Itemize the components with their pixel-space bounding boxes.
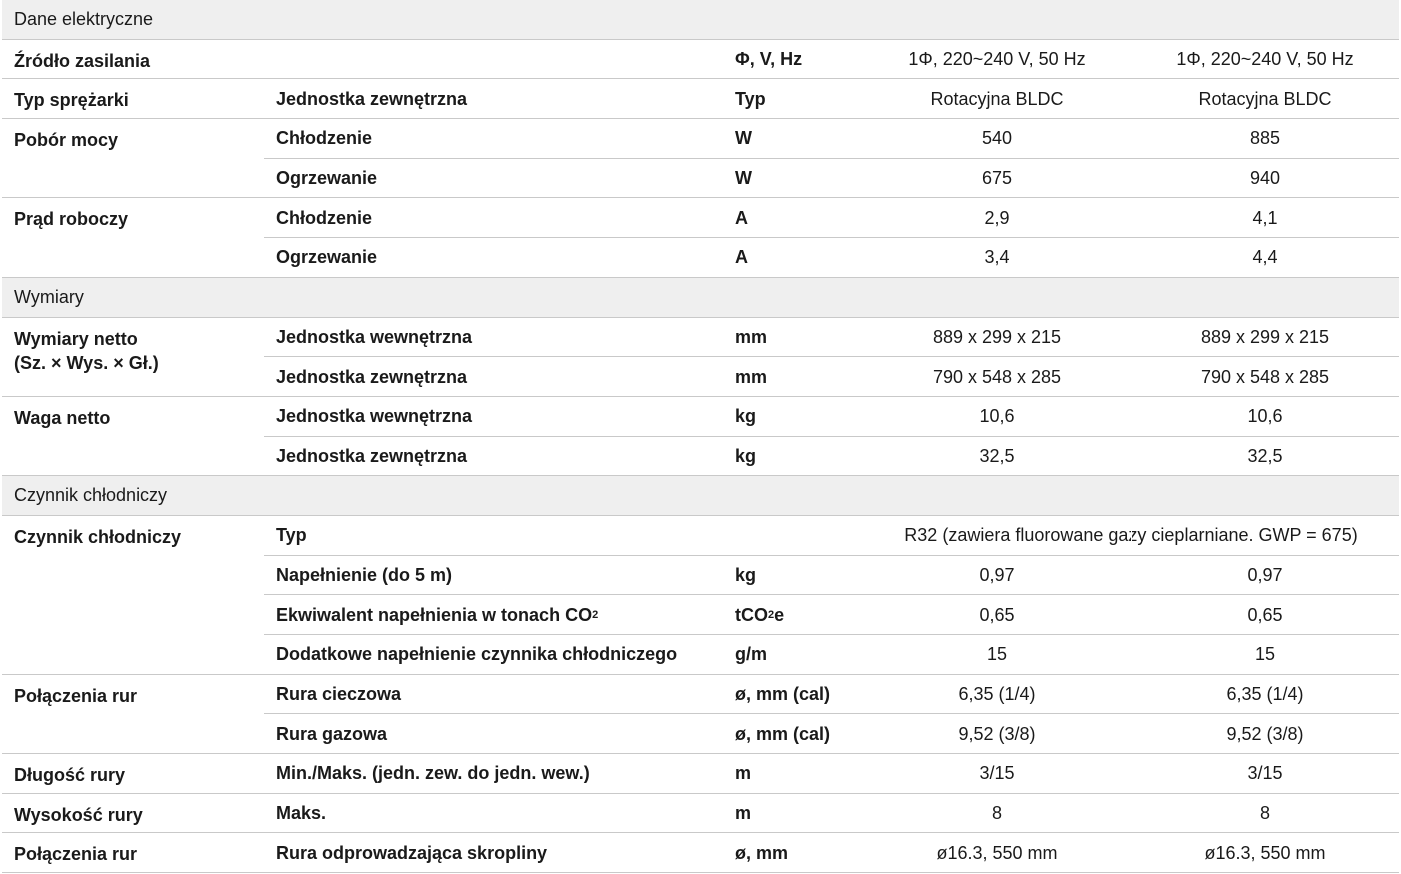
column-divider xyxy=(1131,79,1132,119)
value-model-2: 8 xyxy=(1259,803,1270,824)
row-unit xyxy=(721,159,863,199)
column-divider xyxy=(1131,794,1132,834)
unit-text: m xyxy=(735,763,752,784)
value-model-2: 0,65 xyxy=(1247,604,1283,625)
row-sublabel xyxy=(264,198,721,238)
value-model-2: 32,5 xyxy=(1247,445,1283,466)
row-unit xyxy=(721,318,863,358)
sublabel-text: Rura odprowadzająca skropliny xyxy=(276,842,548,863)
row-unit xyxy=(721,635,863,675)
column-divider xyxy=(1131,198,1132,238)
value-model-2: 15 xyxy=(1254,644,1276,665)
value-model-2: 10,6 xyxy=(1247,406,1283,427)
column-divider xyxy=(264,437,265,477)
value-model-2: 1Φ, 220~240 V, 50 Hz xyxy=(1176,49,1354,70)
section-title: Czynnik chłodniczy xyxy=(14,485,168,506)
column-divider xyxy=(721,119,722,159)
table-row xyxy=(2,595,1399,635)
value-model-2: 9,52 (3/8) xyxy=(1226,723,1304,744)
table-row xyxy=(2,714,1399,754)
column-divider xyxy=(863,238,864,278)
value-model-2: 6,35 (1/4) xyxy=(1226,684,1304,705)
row-label xyxy=(2,556,264,596)
column-divider xyxy=(264,357,265,397)
value-model-2: 0,97 xyxy=(1247,564,1283,585)
column-divider xyxy=(264,79,265,119)
column-divider xyxy=(721,198,722,238)
unit-text: ø, mm (cal) xyxy=(735,684,831,705)
column-divider xyxy=(1131,635,1132,675)
column-divider xyxy=(863,833,864,873)
value-model-2: 790 x 548 x 285 xyxy=(1200,366,1330,387)
row-unit xyxy=(721,675,863,715)
column-divider xyxy=(1131,318,1132,358)
row-label xyxy=(2,159,264,199)
row-sublabel xyxy=(264,40,721,80)
unit-text: Φ, V, Hz xyxy=(735,49,803,70)
column-divider xyxy=(1131,437,1132,477)
row-unit: tCO 2 e xyxy=(735,604,785,625)
column-divider xyxy=(721,556,722,596)
column-divider xyxy=(264,794,265,834)
column-divider xyxy=(1131,357,1132,397)
column-divider xyxy=(863,754,864,794)
column-divider xyxy=(863,198,864,238)
table-row xyxy=(2,318,1399,373)
unit-text: g/m xyxy=(735,644,768,665)
column-divider xyxy=(721,794,722,834)
column-divider xyxy=(721,437,722,477)
unit-text: tCO xyxy=(735,604,768,625)
row-label: Waga netto xyxy=(14,407,111,428)
column-divider xyxy=(863,357,864,397)
table-row xyxy=(2,119,1399,159)
column-divider xyxy=(721,516,722,556)
column-divider xyxy=(863,516,864,556)
column-divider xyxy=(1131,556,1132,596)
column-divider xyxy=(721,714,722,754)
row-sublabel: Ekwiwalent napełnienia w tonach CO 2 xyxy=(276,604,599,625)
value-model-1: ø16.3, 550 mm xyxy=(936,842,1058,863)
column-divider xyxy=(264,198,265,238)
row-sublabel xyxy=(264,754,721,794)
table-row xyxy=(2,556,1399,596)
table-row xyxy=(2,516,1399,556)
row-sublabel xyxy=(264,794,721,834)
unit-text: kg xyxy=(735,564,757,585)
row-unit xyxy=(721,794,863,834)
column-divider xyxy=(863,675,864,715)
row-label: Wysokość rury xyxy=(14,804,143,825)
column-divider xyxy=(264,556,265,596)
row-sublabel xyxy=(264,397,721,437)
column-divider xyxy=(863,595,864,635)
table-row xyxy=(2,833,1399,873)
row-unit xyxy=(721,754,863,794)
value-model-1: 0,97 xyxy=(979,564,1015,585)
row-sublabel xyxy=(264,516,721,556)
sublabel-text: Rura gazowa xyxy=(276,723,388,744)
column-divider xyxy=(863,556,864,596)
column-divider xyxy=(1131,40,1132,80)
value-model-1: 1Φ, 220~240 V, 50 Hz xyxy=(908,49,1086,70)
table-row xyxy=(2,159,1399,199)
value-model-1: 10,6 xyxy=(979,406,1015,427)
column-divider xyxy=(264,238,265,278)
row-label xyxy=(2,357,264,397)
section-header xyxy=(2,278,1399,318)
value-model-2: 3/15 xyxy=(1247,763,1283,784)
value-model-1: 9,52 (3/8) xyxy=(958,723,1036,744)
row-unit xyxy=(721,437,863,477)
column-divider xyxy=(264,595,265,635)
row-sublabel xyxy=(264,159,721,199)
column-divider xyxy=(264,675,265,715)
value-model-1: Rotacyjna BLDC xyxy=(930,88,1064,109)
value-model-2: 885 xyxy=(1249,128,1281,149)
row-label: Wymiary netto (Sz. × Wys. × Gł.) xyxy=(14,328,159,373)
column-divider xyxy=(264,754,265,794)
value-model-1: 15 xyxy=(986,644,1008,665)
row-sublabel xyxy=(264,714,721,754)
spec-table xyxy=(2,0,1399,873)
column-divider xyxy=(721,754,722,794)
row-unit xyxy=(721,516,863,556)
table-row xyxy=(2,754,1399,794)
sublabel-text: Jednostka zewnętrzna xyxy=(276,445,468,466)
unit-text: kg xyxy=(735,445,757,466)
table-row xyxy=(2,437,1399,477)
column-divider xyxy=(721,357,722,397)
column-divider xyxy=(1131,595,1132,635)
row-label xyxy=(2,635,264,675)
sublabel-text: Jednostka wewnętrzna xyxy=(276,326,473,347)
table-row xyxy=(2,635,1399,675)
value-model-1: 8 xyxy=(991,803,1002,824)
row-label: Pobór mocy xyxy=(14,130,119,151)
row-label: Połączenia rur xyxy=(14,685,138,706)
sublabel-text: Jednostka wewnętrzna xyxy=(276,406,473,427)
sublabel-text: Jednostka zewnętrzna xyxy=(276,88,468,109)
column-divider xyxy=(721,238,722,278)
row-unit xyxy=(721,198,863,238)
value-model-1: 790 x 548 x 285 xyxy=(932,366,1062,387)
column-divider xyxy=(1131,675,1132,715)
row-label: Typ sprężarki xyxy=(14,90,129,111)
value-model-2: Rotacyjna BLDC xyxy=(1198,88,1332,109)
column-divider xyxy=(863,159,864,199)
column-divider xyxy=(1131,516,1132,556)
column-divider xyxy=(863,79,864,119)
column-divider xyxy=(264,833,265,873)
column-divider xyxy=(863,119,864,159)
column-divider xyxy=(721,833,722,873)
column-divider xyxy=(721,635,722,675)
column-divider xyxy=(264,516,265,556)
column-divider xyxy=(264,119,265,159)
row-sublabel xyxy=(264,556,721,596)
row-sublabel xyxy=(264,833,721,873)
column-divider xyxy=(264,40,265,80)
sublabel-text: Maks. xyxy=(276,803,327,824)
sublabel-text: Rura cieczowa xyxy=(276,684,402,705)
value-model-1: 32,5 xyxy=(979,445,1015,466)
column-divider xyxy=(1131,833,1132,873)
section-title: Dane elektryczne xyxy=(14,8,154,29)
table-row xyxy=(2,40,1399,80)
row-unit xyxy=(721,833,863,873)
row-unit xyxy=(721,357,863,397)
unit-text: W xyxy=(735,128,752,149)
value-model-2: 889 x 299 x 215 xyxy=(1200,326,1330,347)
row-sublabel xyxy=(264,318,721,358)
row-label: Długość rury xyxy=(14,765,126,786)
unit-text: m xyxy=(735,803,752,824)
column-divider xyxy=(863,437,864,477)
unit-text: kg xyxy=(735,406,757,427)
row-sublabel xyxy=(264,437,721,477)
row-sublabel xyxy=(264,635,721,675)
value-model-1: 3/15 xyxy=(979,763,1015,784)
column-divider xyxy=(1131,754,1132,794)
sublabel-text: Typ xyxy=(276,525,307,546)
section-title: Wymiary xyxy=(14,286,84,307)
table-row xyxy=(2,357,1399,397)
row-sublabel xyxy=(264,79,721,119)
value-model-2: 4,1 xyxy=(1252,207,1278,228)
unit-text: ø, mm (cal) xyxy=(735,723,831,744)
row-unit xyxy=(721,79,863,119)
unit-text: mm xyxy=(735,326,768,347)
row-label xyxy=(2,238,264,278)
column-divider xyxy=(721,40,722,80)
value-model-1: 2,9 xyxy=(984,207,1010,228)
unit-text: mm xyxy=(735,366,768,387)
sublabel-text: Napełnienie (do 5 m) xyxy=(276,564,453,585)
column-divider xyxy=(863,794,864,834)
row-label xyxy=(2,437,264,477)
unit-text: A xyxy=(735,247,748,268)
row-sublabel xyxy=(264,675,721,715)
row-sublabel xyxy=(264,357,721,397)
row-unit xyxy=(721,556,863,596)
sublabel-text: Ogrzewanie xyxy=(276,247,378,268)
column-divider xyxy=(863,40,864,80)
sublabel-text: Ekwiwalent napełnienia w tonach CO xyxy=(276,604,593,625)
row-divider xyxy=(2,872,1399,873)
column-divider xyxy=(721,159,722,199)
column-divider xyxy=(1131,238,1132,278)
table-row xyxy=(2,794,1399,834)
column-divider xyxy=(721,318,722,358)
table-row xyxy=(2,675,1399,715)
column-divider xyxy=(863,318,864,358)
table-row xyxy=(2,79,1399,119)
column-divider xyxy=(863,714,864,754)
section-header xyxy=(2,0,1399,40)
column-divider xyxy=(721,675,722,715)
value-model-1: 675 xyxy=(981,168,1013,189)
row-unit xyxy=(721,238,863,278)
sublabel-text: Chłodzenie xyxy=(276,128,373,149)
value-model-2: ø16.3, 550 mm xyxy=(1204,842,1326,863)
unit-suffix: e xyxy=(774,604,785,625)
value-model-1: 6,35 (1/4) xyxy=(958,684,1036,705)
value-model-2: 4,4 xyxy=(1252,247,1278,268)
column-divider xyxy=(264,397,265,437)
value-model-2: 940 xyxy=(1249,168,1281,189)
unit-text: A xyxy=(735,207,748,228)
row-label: Czynnik chłodniczy xyxy=(14,526,182,547)
row-unit xyxy=(721,714,863,754)
table-row xyxy=(2,238,1399,278)
table-row xyxy=(2,397,1399,437)
column-divider xyxy=(264,635,265,675)
column-divider xyxy=(721,595,722,635)
value-model-1: 540 xyxy=(981,128,1013,149)
column-divider xyxy=(1131,119,1132,159)
row-sublabel xyxy=(264,119,721,159)
column-divider xyxy=(264,714,265,754)
row-label: Źródło zasilania xyxy=(14,50,151,71)
value-merged: R32 (zawiera fluorowane gazy cieplarniane. GWP = 675) xyxy=(904,525,1358,546)
sublabel-text: Min./Maks. (jedn. zew. do jedn. wew.) xyxy=(276,763,590,784)
column-divider xyxy=(1131,159,1132,199)
unit-text: ø, mm xyxy=(735,842,789,863)
sublabel-text: Dodatkowe napełnienie czynnika chłodniczego xyxy=(276,644,678,665)
sublabel-text: Ogrzewanie xyxy=(276,168,378,189)
table-row xyxy=(2,198,1399,238)
sublabel-text: Jednostka zewnętrzna xyxy=(276,366,468,387)
column-divider xyxy=(264,159,265,199)
column-divider xyxy=(264,318,265,358)
row-unit xyxy=(721,40,863,80)
column-divider xyxy=(1131,714,1132,754)
row-label: Prąd roboczy xyxy=(14,209,129,230)
value-model-1: 3,4 xyxy=(984,247,1010,268)
unit-text: W xyxy=(735,168,752,189)
row-label: Połączenia rur xyxy=(14,844,138,865)
row-label xyxy=(2,595,264,635)
value-model-1: 0,65 xyxy=(979,604,1015,625)
column-divider xyxy=(721,397,722,437)
value-model-1: 889 x 299 x 215 xyxy=(932,326,1062,347)
row-sublabel xyxy=(264,238,721,278)
column-divider xyxy=(863,635,864,675)
sublabel-text: Chłodzenie xyxy=(276,207,373,228)
column-divider xyxy=(1131,397,1132,437)
row-unit xyxy=(721,119,863,159)
row-label xyxy=(2,714,264,754)
column-divider xyxy=(721,79,722,119)
row-unit xyxy=(721,397,863,437)
unit-text: Typ xyxy=(735,88,766,109)
column-divider xyxy=(863,397,864,437)
section-header xyxy=(2,476,1399,516)
